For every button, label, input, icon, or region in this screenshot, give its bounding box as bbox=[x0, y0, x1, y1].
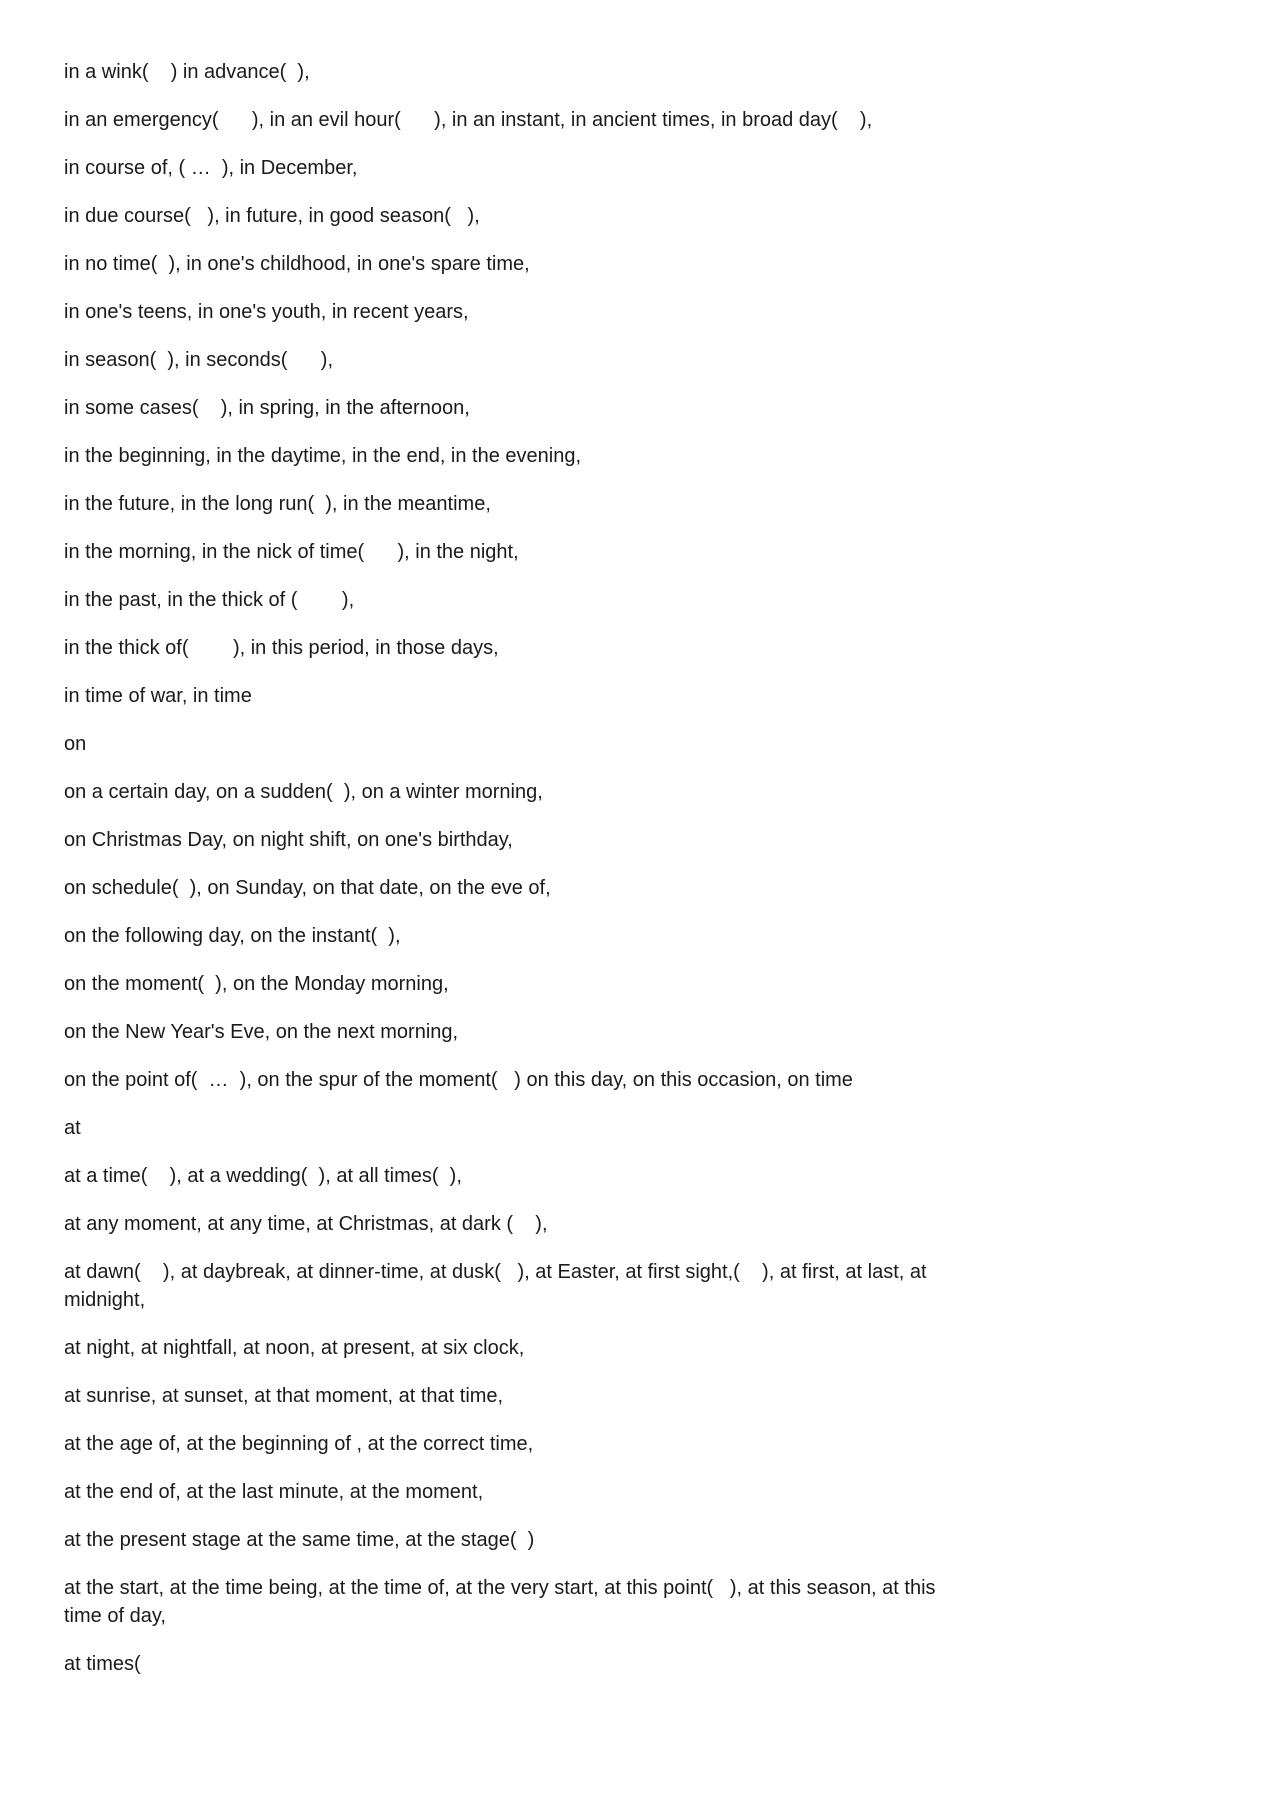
text-line: on Christmas Day, on night shift, on one's birthday, bbox=[64, 829, 513, 851]
text-line: at the age of, at the beginning of , at the correct time, bbox=[64, 1433, 534, 1455]
section-heading-at: at bbox=[64, 1117, 81, 1139]
text-line: at night, at nightfall, at noon, at present, at six clock, bbox=[64, 1337, 525, 1359]
text-line: in the morning, in the nick of time( ), in the night, bbox=[64, 541, 519, 563]
text-line: in due course( ), in future, in good season( ), bbox=[64, 205, 480, 227]
text-line: in time of war, in time bbox=[64, 685, 252, 707]
text-line: on the point of( … ), on the spur of the moment( ) on this day, on this occasion, on time bbox=[64, 1069, 853, 1091]
text-line: in one's teens, in one's youth, in recent years, bbox=[64, 301, 469, 323]
text-line: on the New Year's Eve, on the next morning, bbox=[64, 1021, 459, 1043]
text-line: at a time( ), at a wedding( ), at all times( ), bbox=[64, 1165, 462, 1187]
text-line: in the past, in the thick of ( ), bbox=[64, 589, 355, 611]
document-body bbox=[64, 58, 944, 1698]
text-line: at the present stage at the same time, at the stage( ) bbox=[64, 1529, 535, 1551]
text-line: in the future, in the long run( ), in the meantime, bbox=[64, 493, 491, 515]
text-line: on a certain day, on a sudden( ), on a winter morning, bbox=[64, 781, 543, 803]
text-line: in a wink( ) in advance( ), bbox=[64, 61, 310, 83]
text-line: at sunrise, at sunset, at that moment, at that time, bbox=[64, 1385, 504, 1407]
section-heading-on: on bbox=[64, 733, 87, 755]
text-line: in the thick of( ), in this period, in those days, bbox=[64, 637, 499, 659]
text-line: in an emergency( ), in an evil hour( ), in an instant, in ancient times, in broad day( ), bbox=[64, 109, 873, 131]
text-line: in course of, ( … ), in December, bbox=[64, 157, 358, 179]
text-line: on the following day, on the instant( ), bbox=[64, 925, 401, 947]
text-line: in no time( ), in one's childhood, in one's spare time, bbox=[64, 253, 530, 275]
text-line: at dawn( ), at daybreak, at dinner-time, at dusk( ), at Easter, at first sight,( ), at first, at last, at midnight, bbox=[64, 1261, 933, 1311]
text-line: in some cases( ), in spring, in the afternoon, bbox=[64, 397, 470, 419]
text-line: at times( bbox=[64, 1653, 141, 1675]
text-line: in season( ), in seconds( ), bbox=[64, 349, 333, 371]
text-line: on the moment( ), on the Monday morning, bbox=[64, 973, 449, 995]
text-line: at the start, at the time being, at the time of, at the very start, at this point( ), at this season, at this time of day, bbox=[64, 1577, 942, 1627]
text-line: in the beginning, in the daytime, in the end, in the evening, bbox=[64, 445, 582, 467]
text-line: on schedule( ), on Sunday, on that date, on the eve of, bbox=[64, 877, 551, 899]
text-line: at the end of, at the last minute, at the moment, bbox=[64, 1481, 484, 1503]
text-line: at any moment, at any time, at Christmas, at dark ( ), bbox=[64, 1213, 548, 1235]
